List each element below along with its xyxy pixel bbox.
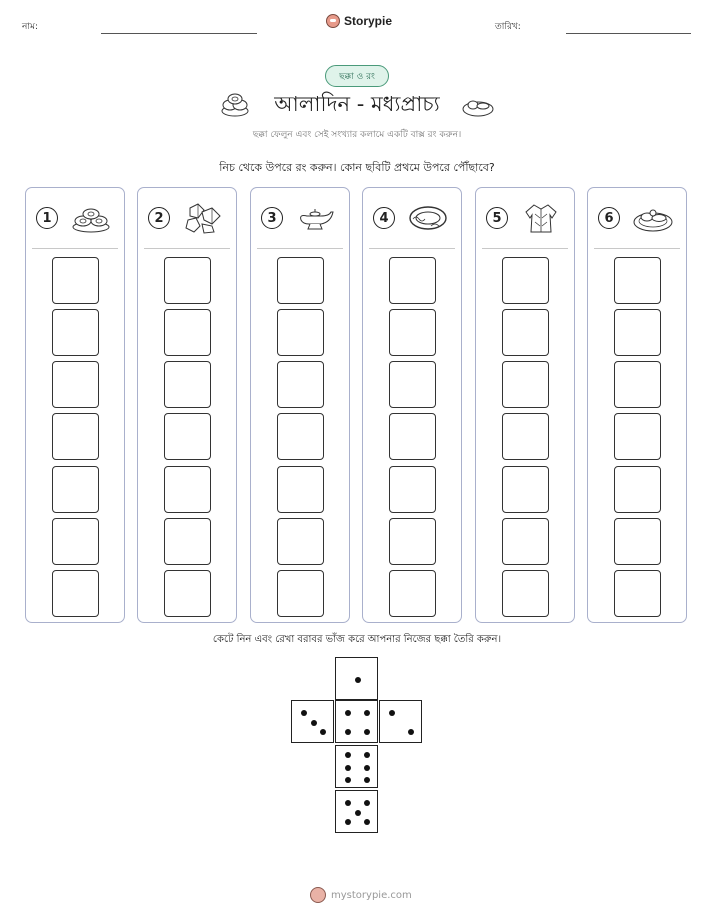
color-box[interactable] xyxy=(502,518,549,565)
column-number: 6 xyxy=(598,207,620,229)
die-pip xyxy=(364,819,370,825)
color-box[interactable] xyxy=(277,413,324,460)
die-pip xyxy=(345,710,351,716)
die-pip xyxy=(345,777,351,783)
color-box[interactable] xyxy=(389,309,436,356)
color-box[interactable] xyxy=(52,466,99,513)
column-6 xyxy=(587,187,687,623)
die-pip xyxy=(364,710,370,716)
color-box[interactable] xyxy=(614,570,661,617)
die-pip xyxy=(364,800,370,806)
color-box[interactable] xyxy=(52,257,99,304)
die-face-3 xyxy=(291,700,334,743)
die-face-4 xyxy=(335,700,378,743)
color-box[interactable] xyxy=(389,570,436,617)
game-type-badge: ছক্কা ও রং xyxy=(325,65,389,87)
color-box[interactable] xyxy=(614,309,661,356)
cut-instruction: কেটে নিন এবং রেখা বরাবর ভাঁজ করে আপনার নিজের ছক্কা তৈরি করুন। xyxy=(212,634,502,645)
color-box[interactable] xyxy=(164,518,211,565)
die-face-1 xyxy=(335,657,378,700)
die-pip xyxy=(320,729,326,735)
color-box[interactable] xyxy=(164,413,211,460)
name-label: নাম: xyxy=(22,22,39,32)
color-box[interactable] xyxy=(502,466,549,513)
color-box[interactable] xyxy=(277,518,324,565)
column-divider xyxy=(144,248,230,249)
die-pip xyxy=(364,777,370,783)
column-2 xyxy=(137,187,237,623)
die-pip xyxy=(345,819,351,825)
food-plate-icon xyxy=(462,94,494,118)
color-box[interactable] xyxy=(277,361,324,408)
column-number: 4 xyxy=(373,207,395,229)
die-pip xyxy=(345,800,351,806)
column-divider xyxy=(369,248,455,249)
die-pip xyxy=(364,729,370,735)
die-pip xyxy=(301,710,307,716)
color-box[interactable] xyxy=(614,361,661,408)
color-box[interactable] xyxy=(52,413,99,460)
color-box[interactable] xyxy=(614,413,661,460)
color-box[interactable] xyxy=(614,518,661,565)
gems-icon xyxy=(182,202,224,234)
color-box[interactable] xyxy=(164,466,211,513)
die-pip xyxy=(345,729,351,735)
column-divider xyxy=(32,248,118,249)
color-box[interactable] xyxy=(52,361,99,408)
die-pip xyxy=(345,752,351,758)
date-line[interactable] xyxy=(566,33,691,34)
die-pip xyxy=(364,752,370,758)
pastry-pile-icon xyxy=(70,202,112,234)
column-number: 3 xyxy=(261,207,283,229)
color-box[interactable] xyxy=(389,518,436,565)
brand-name: Storypie xyxy=(344,14,393,28)
column-3 xyxy=(250,187,350,623)
color-box[interactable] xyxy=(389,257,436,304)
color-box[interactable] xyxy=(52,309,99,356)
color-box[interactable] xyxy=(277,570,324,617)
die-pip xyxy=(355,677,361,683)
pastry-pile-icon xyxy=(220,92,250,118)
date-label: তারিখ: xyxy=(495,22,521,32)
color-box[interactable] xyxy=(277,257,324,304)
robe-icon xyxy=(520,202,562,234)
die-face-6 xyxy=(335,745,378,788)
color-box[interactable] xyxy=(277,466,324,513)
die-face-5 xyxy=(335,790,378,833)
footer-url[interactable]: mystorypie.com xyxy=(331,889,412,901)
die-face-2 xyxy=(379,700,422,743)
subtitle: ছক্কা ফেলুন এবং সেই সংখ্যার কলামে একটি বাক্স রং করুন। xyxy=(252,130,462,140)
color-box[interactable] xyxy=(502,309,549,356)
die-pip xyxy=(311,720,317,726)
bracelet-icon xyxy=(407,202,449,234)
die-pip xyxy=(355,810,361,816)
instruction-text: নিচ থেকে উপরে রং করুন। কোন ছবিটি প্রথমে উপরে পৌঁছাবে? xyxy=(219,161,495,174)
color-box[interactable] xyxy=(389,361,436,408)
color-box[interactable] xyxy=(614,466,661,513)
column-1 xyxy=(25,187,125,623)
magic-lamp-icon xyxy=(295,202,337,234)
color-box[interactable] xyxy=(164,570,211,617)
page-title: আলাদিন - মধ্যপ্রাচ্য xyxy=(274,92,440,116)
column-number: 1 xyxy=(36,207,58,229)
die-pip xyxy=(389,710,395,716)
column-divider xyxy=(257,248,343,249)
column-number: 5 xyxy=(486,207,508,229)
color-box[interactable] xyxy=(164,309,211,356)
food-plate-icon xyxy=(632,202,674,234)
die-pip xyxy=(345,765,351,771)
color-box[interactable] xyxy=(502,361,549,408)
column-divider xyxy=(594,248,680,249)
color-box[interactable] xyxy=(614,257,661,304)
color-box[interactable] xyxy=(52,570,99,617)
color-box[interactable] xyxy=(164,361,211,408)
color-box[interactable] xyxy=(277,309,324,356)
brand-logo xyxy=(326,14,392,28)
color-box[interactable] xyxy=(502,257,549,304)
color-box[interactable] xyxy=(502,413,549,460)
color-box[interactable] xyxy=(52,518,99,565)
die-pip xyxy=(408,729,414,735)
column-4 xyxy=(362,187,462,623)
column-number: 2 xyxy=(148,207,170,229)
storypie-logo-icon xyxy=(310,887,326,903)
color-box[interactable] xyxy=(164,257,211,304)
color-box[interactable] xyxy=(502,570,549,617)
name-line[interactable] xyxy=(101,33,257,34)
die-pip xyxy=(364,765,370,771)
column-divider xyxy=(482,248,568,249)
color-box[interactable] xyxy=(389,413,436,460)
column-5 xyxy=(475,187,575,623)
storypie-logo-icon xyxy=(326,14,340,28)
color-box[interactable] xyxy=(389,466,436,513)
footer xyxy=(310,887,412,903)
